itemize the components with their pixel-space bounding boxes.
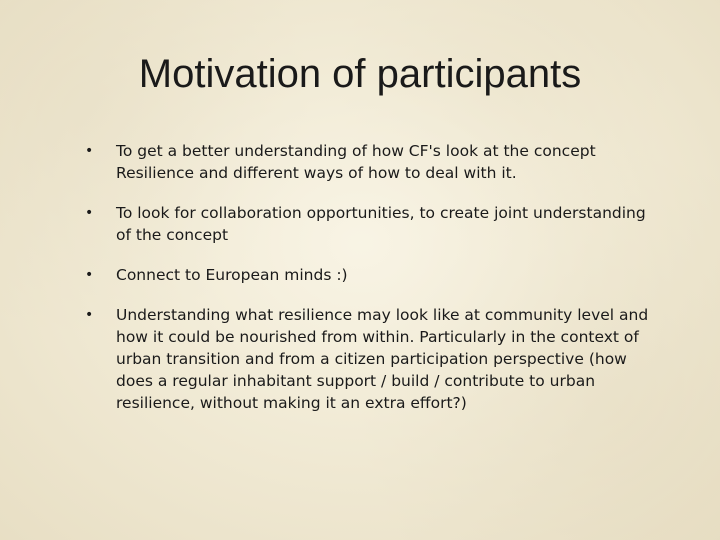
bullet-text: To look for collaboration opportunities, to create joint understanding of the concept <box>116 204 646 244</box>
bullet-icon: • <box>85 267 94 283</box>
bullet-icon: • <box>85 307 94 323</box>
bullet-icon: • <box>85 143 94 159</box>
bullet-text: Connect to European minds :) <box>116 266 348 284</box>
slide-title: Motivation of participants <box>138 52 582 96</box>
bullet-item <box>80 304 650 414</box>
bullet-text: To get a better understanding of how CF's look at the concept Resilience and different ways of how to deal with it. <box>116 142 596 182</box>
bullet-item <box>80 140 650 184</box>
bullet-list <box>80 140 650 432</box>
bullet-item <box>80 264 650 286</box>
bullet-text: Understanding what resilience may look like at community level and how it could be nourished from within. Particularly in the context of urban transition and from a citizen participation perspective (how does a regular inhabitant support / build / contribute to urban resilience, without making it an extra effort?) <box>116 306 649 412</box>
bullet-icon: • <box>85 205 94 221</box>
bullet-item <box>80 202 650 246</box>
